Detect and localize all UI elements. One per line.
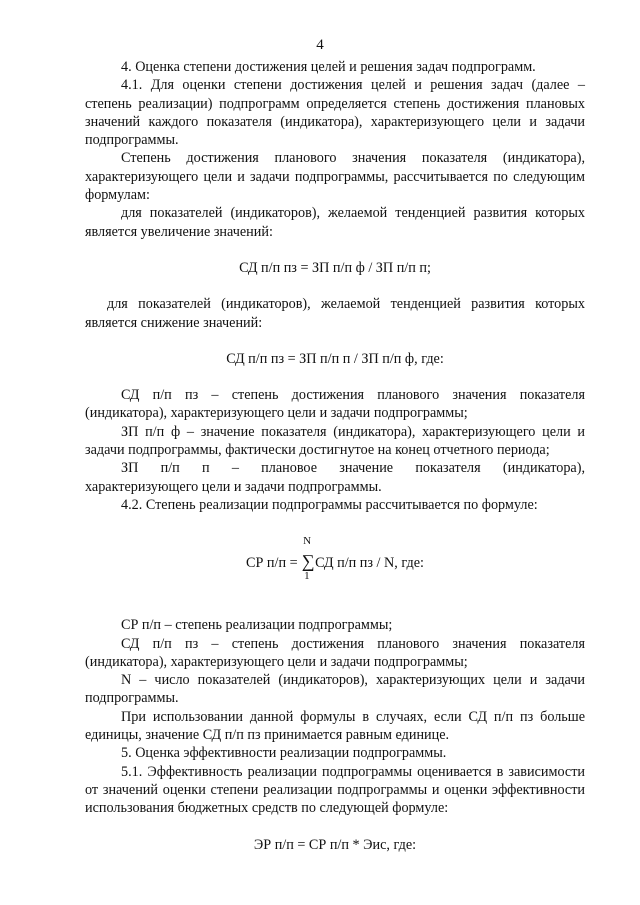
definition-sr: СР п/п – степень реализации подпрограммы; — [121, 617, 393, 634]
section-5-heading: 5. Оценка эффективности реализации подпрограммы. — [121, 745, 447, 762]
definition-zp-fact: ЗП п/п ф – значение показателя (индикатора), характеризующего цели и задачи подпрограммы, фактически достигнутое на конец отчетного периода; — [85, 423, 585, 459]
paragraph-4-1: 4.1. Для оценки степени достижения целей и решения задач (далее – степень реализации) подпрограмм определяется степень достижения плановых значений каждого показателя (индикатора), характеризующего цели и задачи подпрограммы. — [85, 77, 585, 149]
definition-sd: СД п/п пз – степень достижения планового значения показателя (индикатора), характеризующего цели и задачи подпрограммы; — [85, 387, 585, 422]
definition-n: N – число показателей (индикаторов), характеризующих цели и задачи подпрограммы. — [85, 672, 585, 707]
formula-increase: СД п/п пз = ЗП п/п ф / ЗП п/п п; — [239, 259, 431, 276]
paragraph-degree: Степень достижения планового значения показателя (индикатора), характеризующего цели и задачи подпрограммы, рассчитывается по следующим формулам: — [85, 150, 585, 204]
sigma-upper-limit: N — [303, 535, 312, 548]
paragraph-increase: для показателей (индикаторов), желаемой тенденцией развития которых является увеличение значений: — [85, 205, 585, 240]
sigma-symbol — [301, 535, 315, 583]
paragraph-4-2: 4.2. Степень реализации подпрограммы рассчитывается по формуле: — [121, 496, 538, 513]
formula-er: ЭР п/п = СР п/п * Эис, где: — [253, 836, 417, 853]
sigma-glyph: ∑ — [301, 551, 315, 572]
paragraph-decrease: для показателей (индикаторов), желаемой тенденцией развития которых является снижение значений: — [85, 296, 585, 331]
document-body — [85, 58, 585, 868]
definition-zp-plan-line2: характеризующего цели и задачи подпрограммы. — [85, 478, 382, 495]
definition-zp-plan-line1: ЗП п/п п – плановое значение показателя (индикатора), — [121, 460, 585, 477]
sigma-lower-limit: 1 — [304, 570, 310, 583]
sum-formula-right: СД п/п пз / N, где: — [315, 555, 424, 572]
sum-formula-left: СР п/п = — [246, 555, 302, 572]
paragraph-5-1: 5.1. Эффективность реализации подпрограммы оценивается в зависимости от значений оценки степени реализации подпрограммы и оценки эффективности использования бюджетных средств по следующей формуле: — [85, 763, 585, 817]
definition-sd-2: СД п/п пз – степень достижения планового значения показателя (индикатора), характеризующего цели и задачи подпрограммы; — [85, 635, 585, 670]
paragraph-formula-use: При использовании данной формулы в случаях, если СД п/п пз больше единицы, значение СД п/п пз принимается равным единице. — [85, 708, 585, 744]
section-4-heading: 4. Оценка степени достижения целей и решения задач подпрограмм. — [121, 59, 536, 75]
formula-decrease: СД п/п пз = ЗП п/п п / ЗП п/п ф, где: — [226, 350, 444, 367]
page-number: 4 — [316, 37, 324, 53]
sum-formula — [85, 536, 585, 588]
